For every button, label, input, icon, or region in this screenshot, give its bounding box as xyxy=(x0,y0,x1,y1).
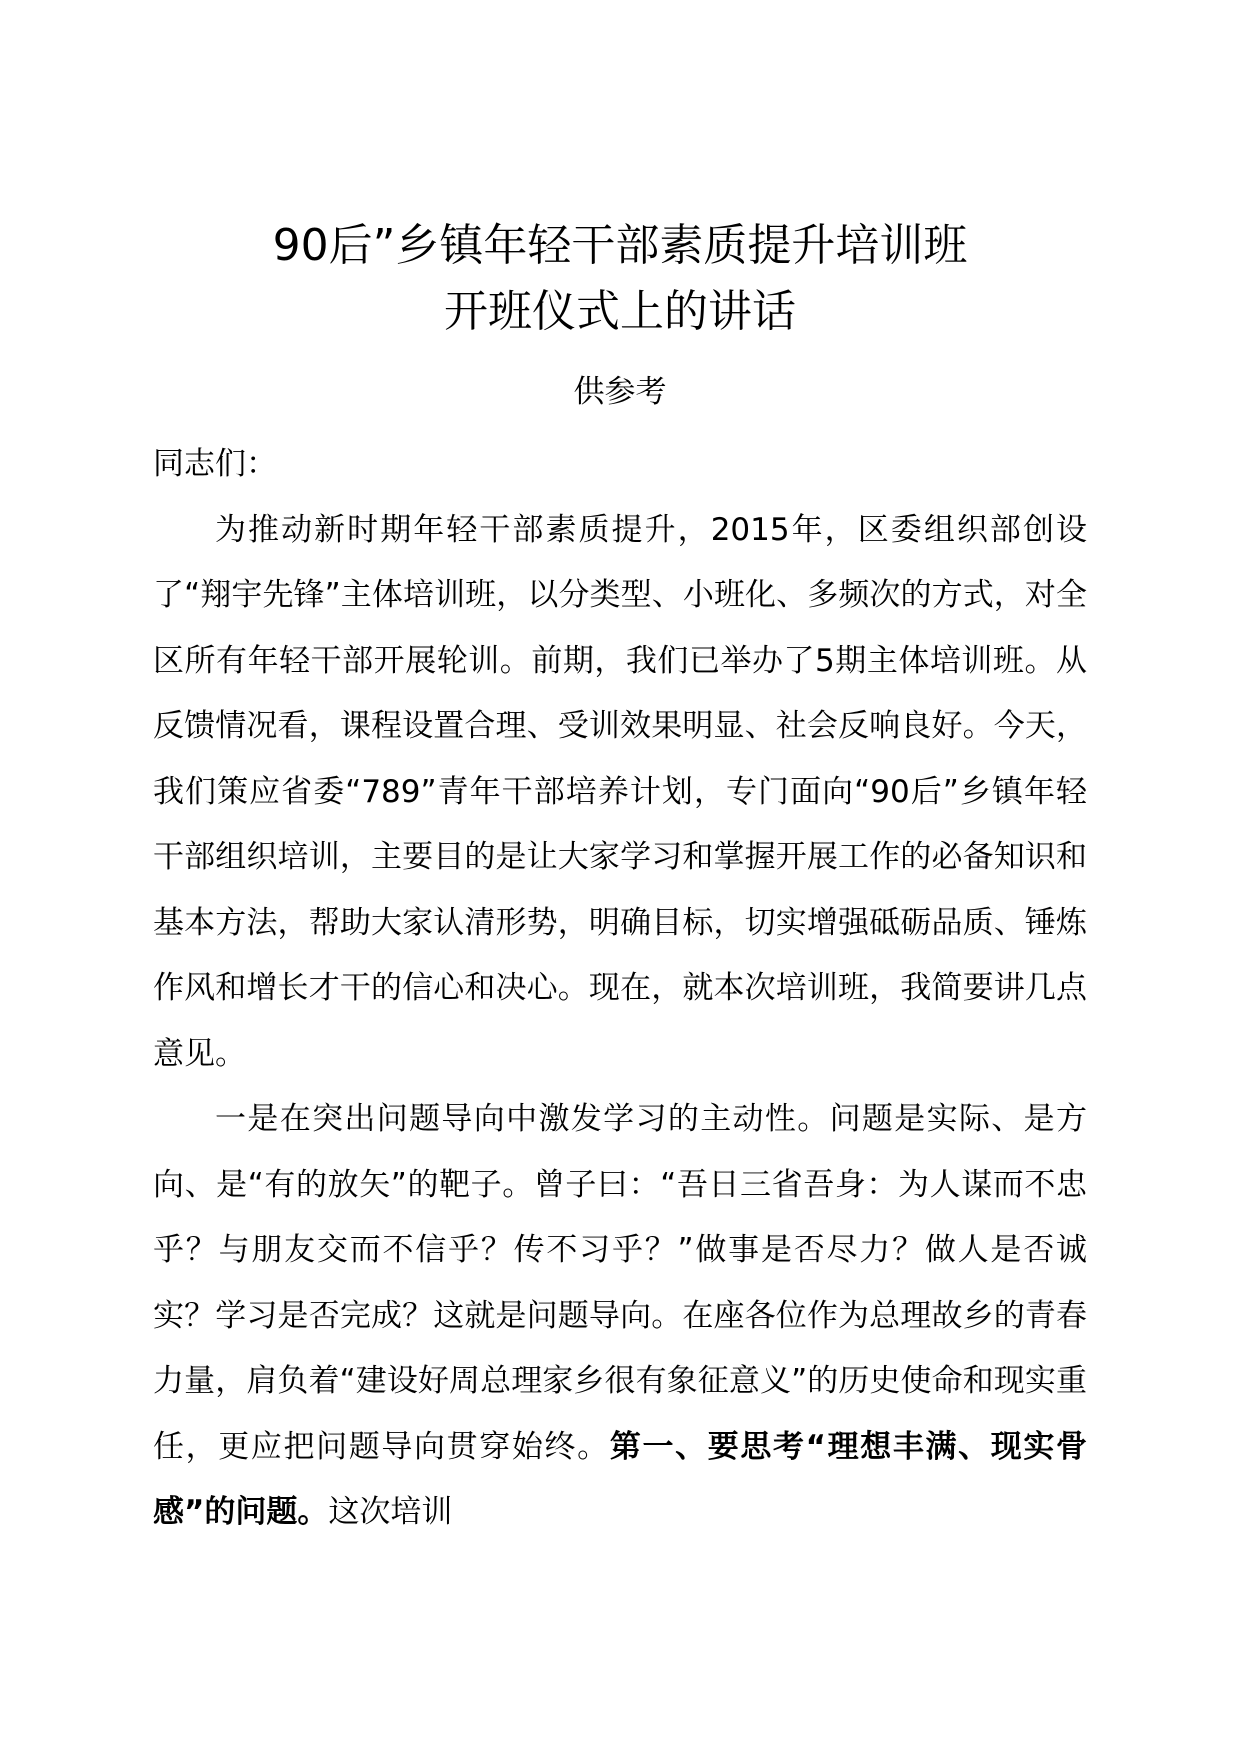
paragraph-1: 为推动新时期年轻干部素质提升，2015年，区委组织部创设了“翔宇先锋”主体培训班，以分类型、小班化、多频次的方式，对全区所有年轻干部开展轮训。前期，我们已举办了5期主体培训班。从反馈情况看，课程设置合理、受训效果明显、社会反响良好。今天，我们策应省委“789”青年干部培养计划，专门面向“90后”乡镇年轻干部组织培训，主要目的是让大家学习和掌握开展工作的必备知识和基本方法，帮助大家认清形势，明确目标，切实增强砥砺品质、锤炼作风和增长才干的信心和决心。现在，就本次培训班，我简要讲几点意见。 xyxy=(153,511,1087,1072)
greeting: 同志们： xyxy=(153,446,277,482)
document-title-line2: 开班仪式上的讲话 xyxy=(444,286,796,337)
document-subtitle: 供参考 xyxy=(573,374,667,410)
document-body xyxy=(153,432,1087,1546)
document-title-line1: 90后”乡镇年轻干部素质提升培训班 xyxy=(272,220,968,271)
paragraph-2-start: 一是在突出问题导向中激发学习的主动性。问题是实际、是方向、是“有的放矢”的靶子。曾子曰：“吾日三省吾身：为人谋而不忠乎？与朋友交而不信乎？传不习乎？”做事是否尽力？做人是否诚实？学习是否完成？这就是问题导向。在座各位作为总理故乡的青春力量，肩负着“建设好周总理家乡很有象征意义”的历史使命和现实重任，更应把问题导向贯穿始终。 xyxy=(153,1101,1087,1465)
paragraph-2-bold: 第一、要思考“理想丰满、现实骨感”的问题。 xyxy=(153,1428,1087,1530)
paragraph-2 xyxy=(153,1087,1087,1546)
paragraph-2-end: 这次培训 xyxy=(328,1494,453,1530)
